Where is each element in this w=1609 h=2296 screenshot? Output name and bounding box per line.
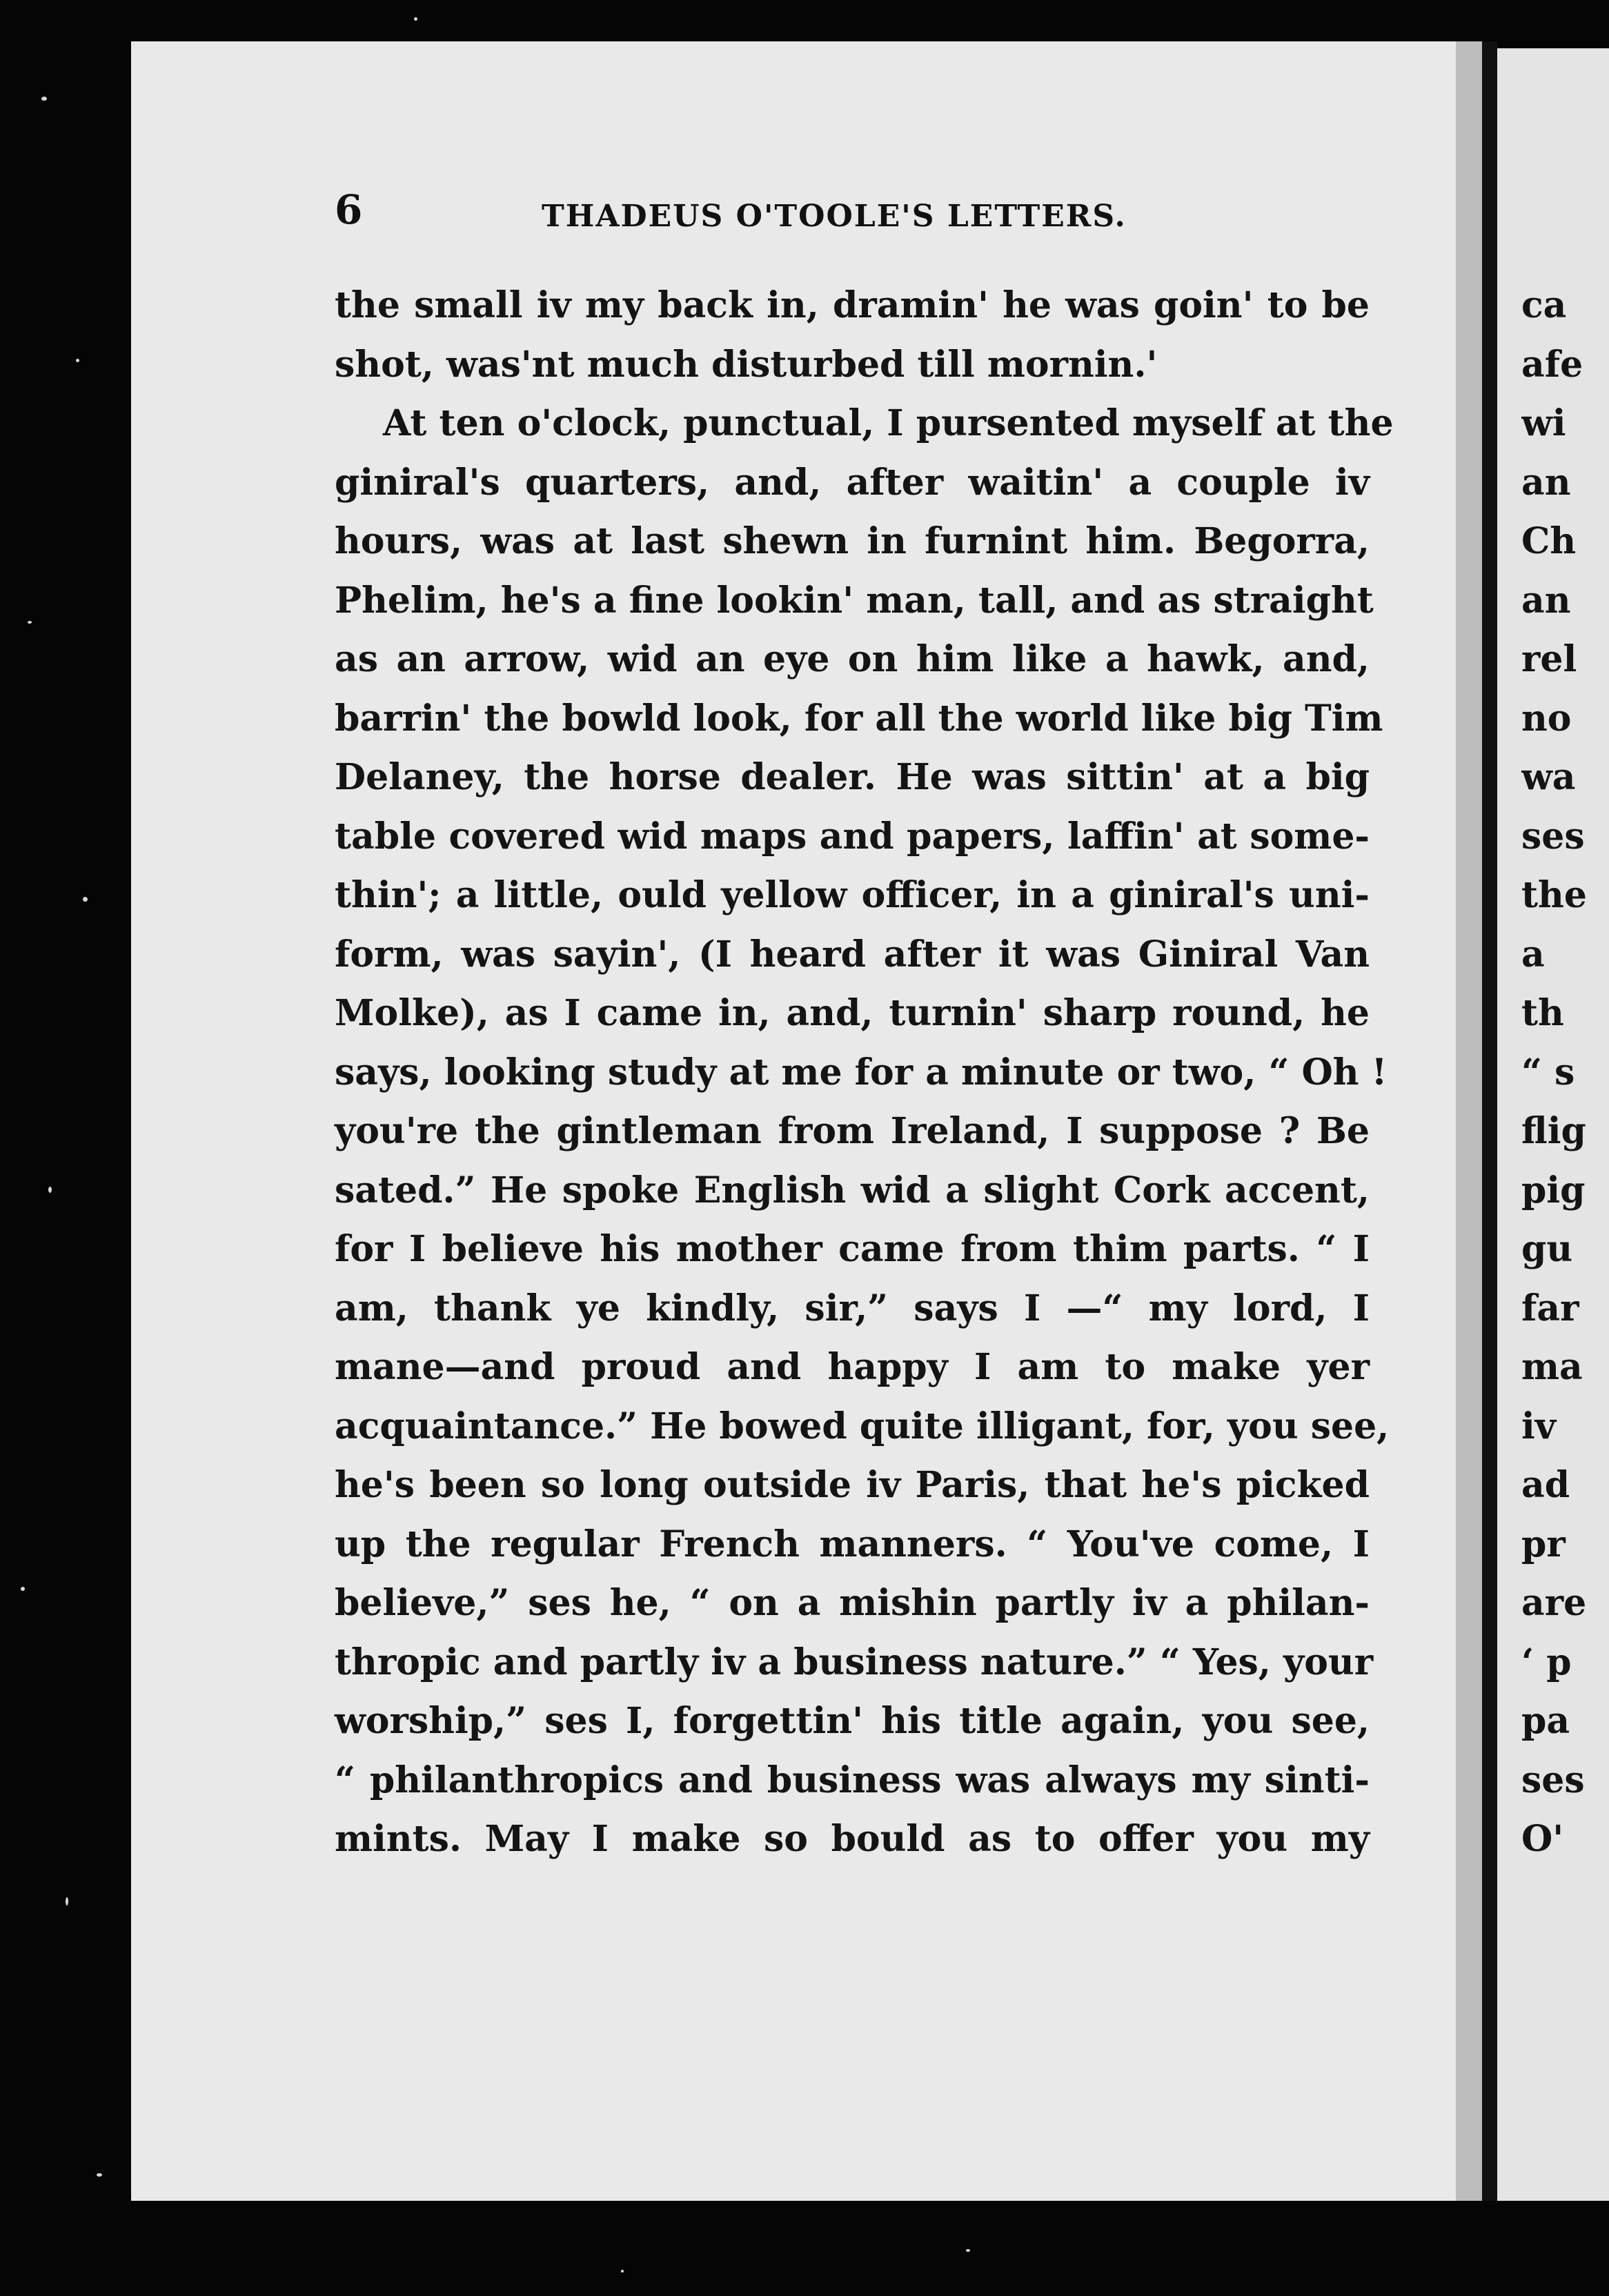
text-fragment: an (1521, 461, 1571, 504)
text-fragment: wi (1521, 402, 1566, 444)
dust-speck (97, 2173, 102, 2177)
text-line: Delaney, the horse dealer. He was sittin' at a big (335, 756, 1370, 798)
text-line: barrin' the bowld look, for all the world like big Tim (335, 697, 1383, 740)
text-line: Molke), as I came in, and, turnin' sharp round, he (335, 992, 1370, 1034)
dust-speck (966, 2249, 970, 2252)
text-line: Phelim, he's a fine lookin' man, tall, and as straight (335, 579, 1374, 622)
text-fragment: ses (1521, 815, 1585, 858)
text-line: thropic and partly iv a business nature.” “ Yes, your (335, 1641, 1374, 1683)
text-line: says, looking study at me for a minute or two, “ Oh ! (335, 1051, 1388, 1093)
text-fragment: pa (1521, 1700, 1570, 1742)
text-line: sated.” He spoke English wid a slight Cork accent, (335, 1169, 1370, 1211)
text-line: you're the gintleman from Ireland, I suppose ? Be (335, 1110, 1370, 1152)
text-fragment: th (1521, 992, 1564, 1034)
running-header (335, 186, 1370, 248)
running-title: THADEUS O'TOOLE'S LETTERS. (542, 199, 1127, 234)
text-line: the small iv my back in, dramin' he was goin' to be (335, 284, 1370, 326)
text-line: thin'; a little, ould yellow officer, in a giniral's uni- (335, 874, 1370, 916)
text-line: mane—and proud and happy I am to make yer (335, 1346, 1370, 1388)
dust-speck (83, 897, 88, 902)
text-line: mints. May I make so bould as to offer you my (335, 1818, 1370, 1860)
text-line: shot, was'nt much disturbed till mornin.' (335, 343, 1158, 386)
text-line: acquaintance.” He bowed quite illigant, for, you see, (335, 1405, 1390, 1447)
text-line: At ten o'clock, punctual, I pursented myself at the (383, 402, 1394, 444)
text-line: am, thank ye kindly, sir,” says I —“ my lord, I (335, 1287, 1370, 1329)
text-fragment: wa (1521, 756, 1576, 798)
body-text (335, 276, 1394, 1869)
text-line: he's been so long outside iv Paris, that he's picked (335, 1464, 1370, 1506)
text-fragment: O' (1521, 1818, 1564, 1860)
dust-speck (21, 1587, 25, 1591)
dust-speck (48, 1187, 52, 1193)
page-number: 6 (335, 186, 363, 233)
text-line: as an arrow, wid an eye on him like a hawk, and, (335, 638, 1370, 680)
dust-speck (66, 1897, 68, 1906)
dust-speck (41, 97, 47, 101)
page-edge-shadow (1456, 41, 1482, 2201)
text-line: worship,” ses I, forgettin' his title again, you see, (335, 1700, 1370, 1742)
next-page-text (1521, 276, 1609, 1869)
dust-speck (28, 621, 32, 624)
text-fragment: pr (1521, 1523, 1566, 1565)
text-fragment: ma (1521, 1346, 1583, 1388)
text-fragment: an (1521, 579, 1571, 622)
dust-speck (621, 2270, 624, 2273)
text-fragment: flig (1521, 1110, 1586, 1152)
text-line: hours, was at last shewn in furnint him. Begorra, (335, 520, 1370, 562)
text-fragment: rel (1521, 638, 1577, 680)
text-fragment: the (1521, 874, 1587, 916)
dust-speck (76, 359, 79, 362)
text-fragment: ca (1521, 284, 1567, 326)
text-line: form, was sayin', (I heard after it was Giniral Van (335, 933, 1370, 976)
text-line: giniral's quarters, and, after waitin' a couple iv (335, 461, 1370, 504)
text-fragment: Ch (1521, 520, 1577, 562)
text-fragment: no (1521, 697, 1572, 740)
text-fragment: ad (1521, 1464, 1570, 1506)
text-fragment: far (1521, 1287, 1579, 1329)
text-fragment: ‘ p (1521, 1641, 1572, 1683)
text-line: “ philanthropics and business was always my sinti- (335, 1759, 1370, 1801)
dust-speck (414, 17, 417, 21)
text-fragment: “ s (1521, 1051, 1575, 1093)
book-gutter (1482, 41, 1497, 2201)
text-line: believe,” ses he, “ on a mishin partly iv a philan- (335, 1582, 1370, 1624)
text-line: table covered wid maps and papers, laffin' at some- (335, 815, 1370, 858)
text-fragment: are (1521, 1582, 1587, 1624)
text-fragment: ses (1521, 1759, 1585, 1801)
text-fragment: afe (1521, 343, 1583, 386)
text-line: for I believe his mother came from thim parts. “ I (335, 1228, 1370, 1270)
text-line: up the regular French manners. “ You've come, I (335, 1523, 1370, 1565)
text-fragment: pig (1521, 1169, 1586, 1211)
text-fragment: iv (1521, 1405, 1556, 1447)
text-fragment: gu (1521, 1228, 1573, 1270)
text-fragment: a (1521, 933, 1545, 976)
